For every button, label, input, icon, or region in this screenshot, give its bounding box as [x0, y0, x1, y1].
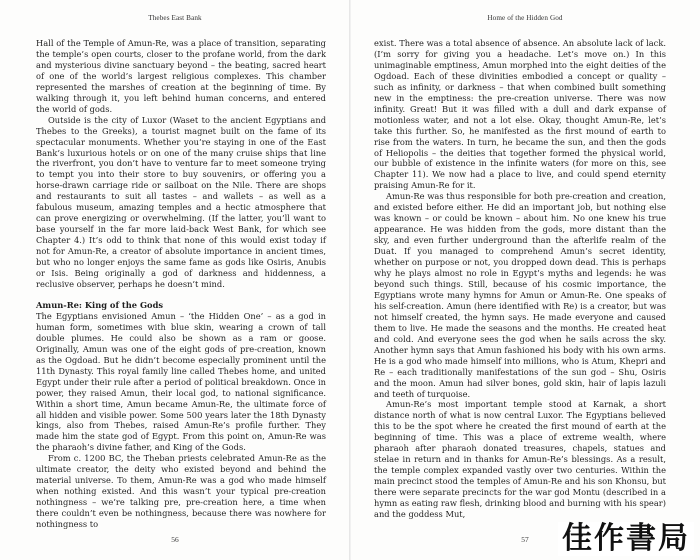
paragraph: From c. 1200 BC, the Theban priests celebrated Amun-Re as the ultimate creator, the deity who existed beyond and behind the material universe. To them, Amun-Re was a god who made himself when nothing existed. And this wasn’t your typical pre-creation nothingness – we’re talking pre, pre-creation here, a time when there couldn’t even be nothingness, because there was nowhere for nothingness to — [36, 453, 326, 530]
paragraph: Outside is the city of Luxor (Waset to the ancient Egyptians and Thebes to the Greeks), a tourist magnet built on the fame of its spectacular monuments. Whether you’re staying in one of the East Bank’s luxurious hotels or on one of the many cruise ships that line the riverfront, you don’t have to venture far to meet someone trying to tempt you into their store to buy souvenirs, or offering you a horse-drawn carriage ride or sailboat on the Nile. There are shops and restaurants to suit all tastes – and wallets – as well as a fabulous museum, amazing temples and a hectic atmosphere that can prove energizing or overwhelming. (If the latter, you’ll want to base yourself in the far more laid-back West Bank, for which see Chapter 4.) It’s odd to think that none of this would exist today if not for Amun-Re, a creator of absolute importance in ancient times, but who no longer enjoys the same fame as gods like Osiris, Anubis or Isis. Being originally a god of darkness and hiddenness, a reclusive observer, perhaps he doesn’t mind. — [36, 114, 326, 289]
section-heading: Amun-Re: King of the Gods — [36, 299, 164, 310]
running-head-left: Thebes East Bank — [148, 14, 202, 22]
right-page — [350, 0, 700, 560]
book-gutter — [349, 0, 351, 560]
running-head-right: Home of the Hidden God — [487, 14, 563, 22]
paragraph: Amun-Re was thus responsible for both pre-creation and creation, and existed before either. He did an important job, but nothing else was known – or could be known – about him. No one knew his true appearance. He was hidden from the gods, more distant than the sky, and even further underground than the afterlife realm of the Duat. If you managed to comprehend Amun’s secret identity, whether on purpose or not, you dropped down dead. This is perhaps why he plays almost no role in Egypt’s myths and legends: he was beyond such things. Still, because of his cosmic importance, the Egyptians wrote many hymns for Amun or Amun-Re. One speaks of his self-creation. Amun (here identified with Re) is a creator, but was not himself created, the hymn says. He made everyone and caused them to live. He made the seasons and the months. He created heat and cold. And everyone sees the god when he sails across the sky. Another hymn says that Amun fashioned his body with his own arms. He is a god who made himself into millions, who is Atum, Khepri and Re – each traditionally manifestations of the sun god – Shu, Osiris and the moon. Amun had silver bones, gold skin, hair of lapis lazuli and teeth of turquoise. — [374, 191, 666, 399]
paragraph: Hall of the Temple of Amun-Re, was a place of transition, separating the temple’s open courts, closer to the profane world, from the dark and mysterious divine sanctuary beyond – the beating, sacred heart of one of the world’s largest religious complexes. This chamber represented the marshes of creation at the beginning of time. By walking through it, you left behind human concerns, and entered the world of gods. — [36, 38, 326, 114]
paragraph: The Egyptians envisioned Amun – ‘the Hidden One’ – as a god in human form, sometimes with blue skin, wearing a crown of tall double plumes. He could also be shown as a ram or goose. Originally, Amun was one of the eight gods of pre-creation, known as the Ogdoad. But he didn’t become especially prominent until the 11th Dynasty. This royal family line called Thebes home, and united Egypt under their rule after a period of political breakdown. Once in power, they raised Amun, their local god, to national significance. Within a short time, Amun became Amun-Re, the ultimate force of all hidden and visible power. Some 500 years later the 18th Dynasty kings, also from Thebes, raised Amun-Re’s profile further. They made him the state god of Egypt. From this point on, Amun-Re was the pharaoh’s divine father, and King of the Gods. — [36, 310, 326, 453]
page-number-left: 56 — [171, 535, 179, 544]
paragraph: exist. There was a total absence of absence. An absolute lack of lack. (I’m sorry for giving you a headache. Let’s move on.) In this unimaginable emptiness, Amun morphed into the eight deities of the Ogdoad. Each of these divinities embodied a concept or quality – such as infinity, or darkness – that when combined built something new in the emptiness: the pre-creation universe. There was now infinity. Great! But it was filled with a dull and dark expanse of motionless water, and not a lot else. Okay, thought Amun-Re, let’s take this further. So, he manifested as the first mound of earth to rise from the waters. In turn, he became the sun, and then the gods of Heliopolis – the deities that together formed the physical world, our bubble of existence in the infinite waters (for more on this, see Chapter 11). We now had a place to live, and could spend eternity praising Amun-Re for it. — [374, 38, 666, 191]
page-number-right: 57 — [521, 535, 529, 544]
watermark-logo: 佳作書局 — [558, 522, 694, 556]
paragraph: Amun-Re’s most important temple stood at Karnak, a short distance north of what is now central Luxor. The Egyptians believed this to be the spot where he created the first mound of earth at the beginning of time. This was a place of extreme wealth, where pharaoh after pharaoh donated treasures, chapels, statues and stelae in return and in thanks for Amun-Re’s blessings. As a result, the temple complex expanded vastly over two centuries. Within the main precinct stood the temples of Amun-Re and his son Khonsu, but there were separate precincts for the war god Montu (described in a hymn as eating raw flesh, drinking blood and burning with his spear) and the goddess Mut, — [374, 399, 666, 519]
